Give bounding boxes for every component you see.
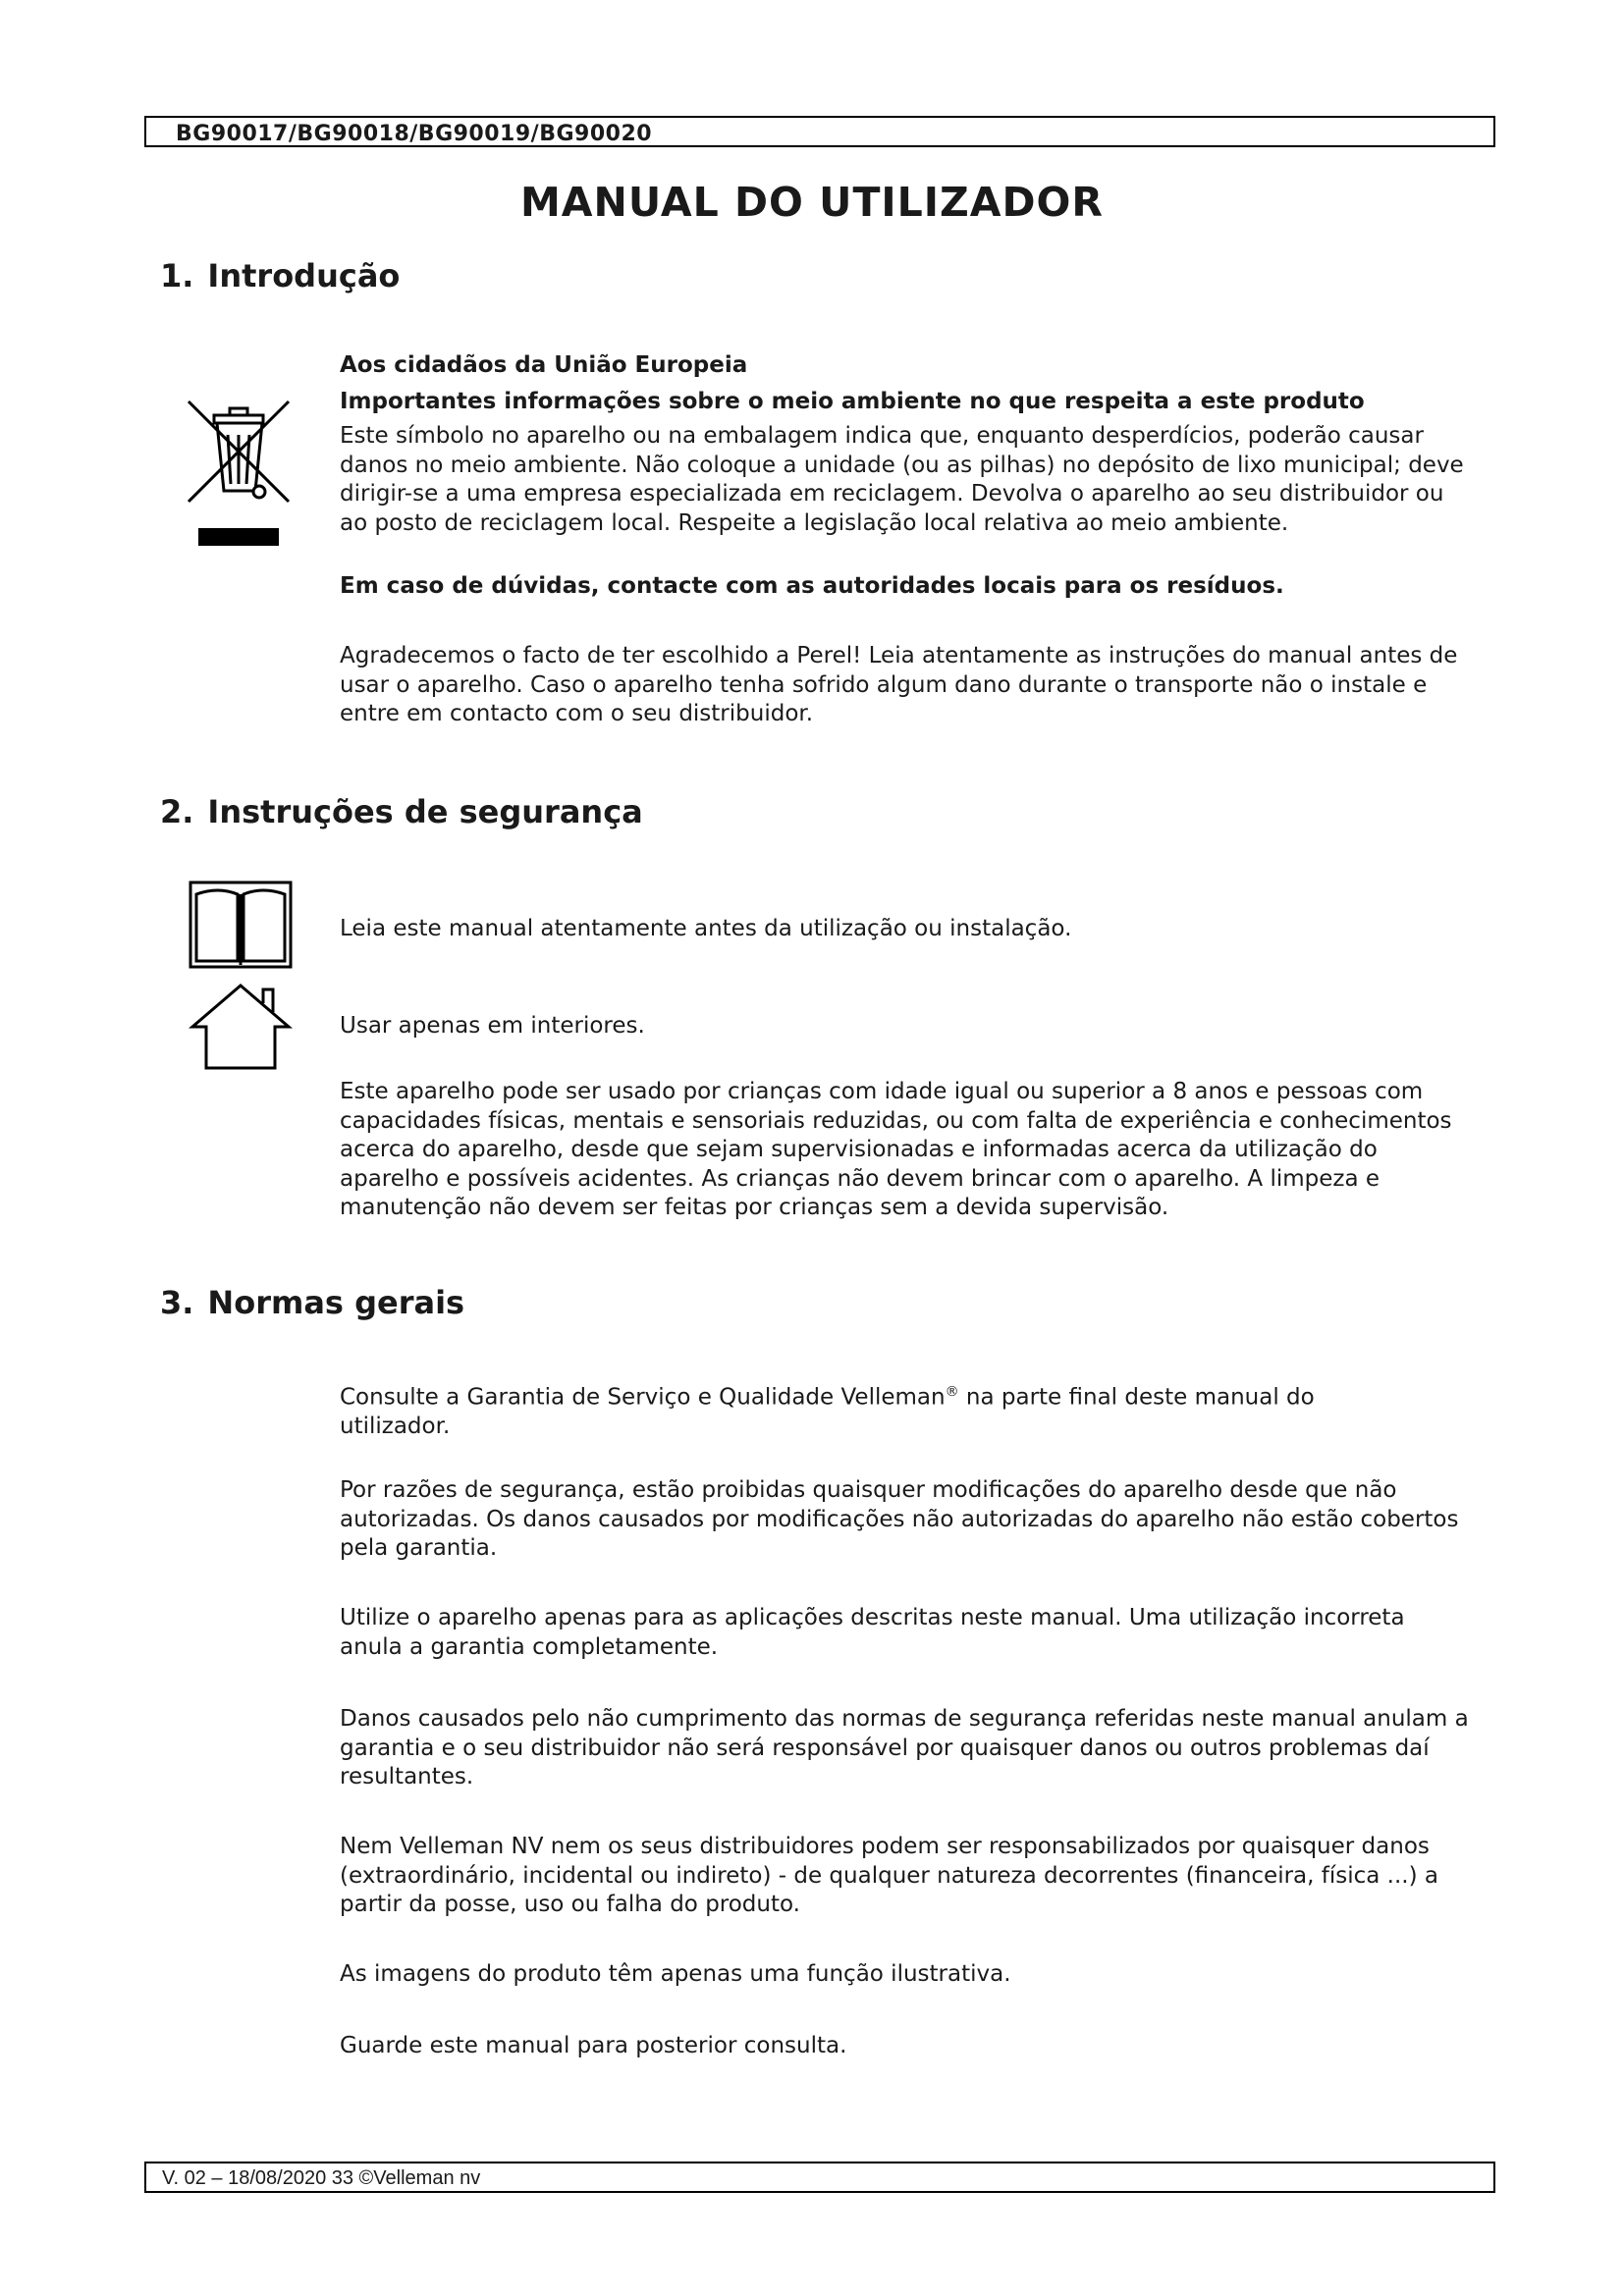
section-title: Introdução: [207, 257, 401, 294]
liability-paragraph: Nem Velleman NV nem os seus distribuidores podem ser responsabilizados por quaisquer danos (extraordinário, incidental ou indireto) - de qualquer natureza decorrentes (financeira, física ...) a partir da posse, uso ou falha do produto.: [340, 1834, 1438, 1917]
weee-doubt: Em caso de dúvidas, contacte com as autoridades locais para os resíduos.: [340, 573, 1284, 599]
footer-text: V. 02 – 18/08/2020 33 ©Velleman nv: [162, 2167, 481, 2189]
footer-box: [144, 2162, 1495, 2193]
page-title: MANUAL DO UTILIZADOR: [520, 179, 1104, 226]
usage-paragraph: Utilize o aparelho apenas para as aplicações descritas neste manual. Uma utilização incorreta anula a garantia completamente.: [340, 1605, 1405, 1660]
weee-important: Importantes informações sobre o meio ambiente no que respeita a este produto: [340, 389, 1365, 414]
weee-citizens: Aos cidadãos da União Europeia: [340, 352, 748, 378]
warranty-text: Consulte a Garantia de Serviço e Qualidade Velleman: [340, 1384, 946, 1411]
thanks-paragraph: Agradecemos o facto de ter escolhido a Perel! Leia atentamente as instruções do manual antes de usar o aparelho. Caso o aparelho tenha sofrido algum dano durante o transporte não o instale e entre em contacto com o seu distribuidor.: [340, 643, 1458, 726]
section-3-heading: [160, 1284, 464, 1321]
section-title: Normas gerais: [207, 1284, 465, 1321]
house-icon: [189, 982, 293, 1072]
keep-manual-paragraph: Guarde este manual para posterior consulta.: [340, 2033, 847, 2058]
crossed-bin-icon: [185, 398, 293, 550]
warranty-text-end: na parte final deste manual do utilizador.: [340, 1384, 1315, 1440]
section-number: 1.: [160, 257, 194, 294]
header-models: BG90017/BG90018/BG90019/BG90020: [176, 122, 653, 146]
indoor-text: Usar apenas em interiores.: [340, 1013, 645, 1039]
section-1-heading: [160, 257, 400, 294]
weee-body: Este símbolo no aparelho ou na embalagem indica que, enquanto desperdícios, poderão causar danos no meio ambiente. Não coloque a unidade (ou as pilhas) no depósito de lixo municipal; deve dirigir-se a uma empresa especializada em reciclagem. Devolva o aparelho ao seu distribuidor ou ao posto de reciclagem local. Respeite a legislação local relativa ao meio ambiente.: [340, 423, 1464, 536]
section-2-heading: [160, 793, 643, 830]
children-paragraph: Este aparelho pode ser usado por crianças com idade igual ou superior a 8 anos e pessoas com capacidades físicas, mentais e sensoriais reduzidas, ou com falta de experiência e conhecimentos acerca do aparelho, desde que sejam supervisionadas e informadas acerca da utilização do aparelho e possíveis acidentes. As crianças não devem brincar com o aparelho. A limpeza e manutenção não devem ser feitas por crianças sem a devida supervisão.: [340, 1079, 1452, 1220]
registered-mark: ®: [945, 1384, 959, 1400]
open-book-icon: [189, 881, 293, 969]
modifications-paragraph: Por razões de segurança, estão proibidas quaisquer modificações do aparelho desde que não autorizadas. Os danos causados por modificações não autorizadas do aparelho não estão cobertos pela garantia.: [340, 1477, 1459, 1561]
warranty-paragraph: [340, 1378, 1361, 1442]
read-manual-text: Leia este manual atentamente antes da utilização ou instalação.: [340, 916, 1072, 941]
section-number: 2.: [160, 793, 194, 830]
section-title: Instruções de segurança: [207, 793, 643, 830]
header-box: [144, 116, 1495, 147]
section-number: 3.: [160, 1284, 194, 1321]
damages-paragraph: Danos causados pelo não cumprimento das normas de segurança referidas neste manual anulam a garantia e o seu distribuidor não será responsável por quaisquer danos ou outros problemas daí resultantes.: [340, 1706, 1469, 1789]
images-paragraph: As imagens do produto têm apenas uma função ilustrativa.: [340, 1961, 1011, 1987]
